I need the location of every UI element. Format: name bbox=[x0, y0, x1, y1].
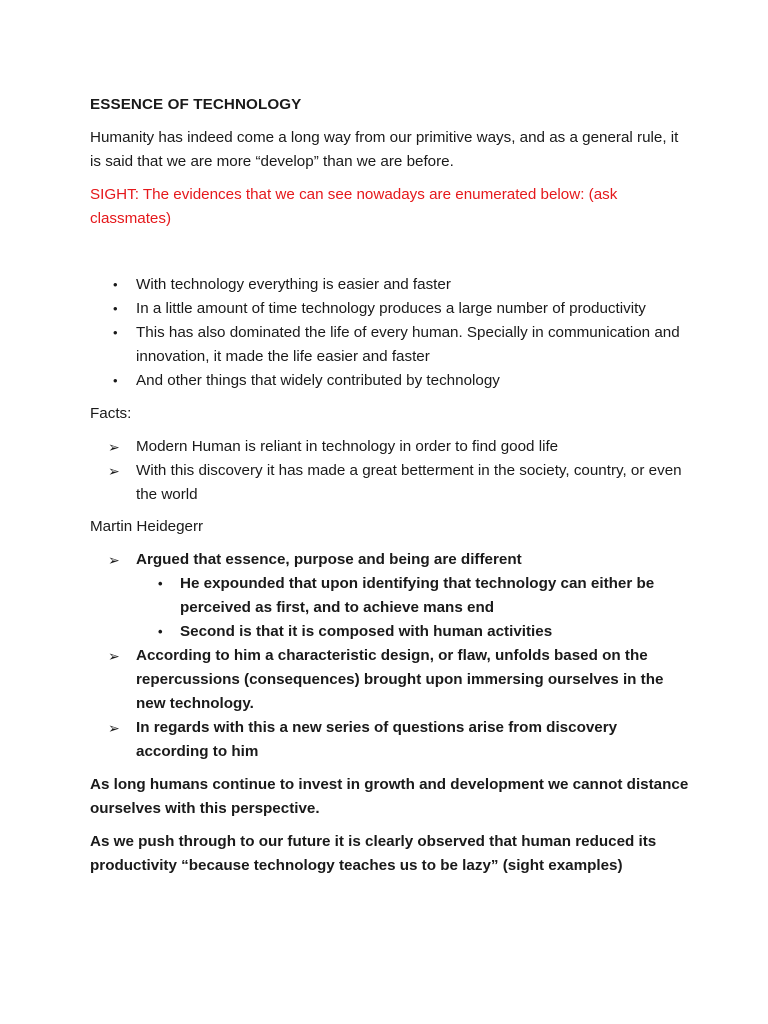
arrow-bullet-icon: ➢ bbox=[108, 463, 120, 479]
heidegger-points-list bbox=[90, 548, 690, 764]
evidence-bullet-text: With technology everything is easier and faster bbox=[136, 276, 451, 293]
arrow-bullet-icon: ➢ bbox=[108, 720, 120, 736]
document-title: ESSENCE OF TECHNOLOGY bbox=[90, 96, 302, 113]
bullet-icon: • bbox=[113, 325, 118, 340]
document-body bbox=[90, 93, 690, 887]
fact-item bbox=[90, 459, 690, 507]
facts-list bbox=[90, 435, 690, 507]
bullet-icon: • bbox=[158, 576, 163, 591]
heidegger-point-item bbox=[90, 716, 690, 764]
arrow-bullet-icon: ➢ bbox=[108, 439, 120, 455]
evidence-bullet-text: In a little amount of time technology produces a large number of productivity bbox=[136, 300, 646, 317]
evidence-bullet-list bbox=[90, 273, 690, 393]
evidence-bullet-text: This has also dominated the life of every human. Specially in communication and innovation, it made the life easier and faster bbox=[136, 324, 680, 365]
heidegger-point-text: In regards with this a new series of questions arise from discovery according to him bbox=[136, 719, 618, 760]
heidegger-sub-item bbox=[158, 620, 690, 644]
heidegger-sub-list bbox=[136, 572, 690, 644]
bullet-icon: • bbox=[113, 373, 118, 388]
bullet-icon: • bbox=[113, 277, 118, 292]
heidegger-sub-text: He expounded that upon identifying that technology can either be perceived as first, and to achieve mans end bbox=[180, 575, 655, 616]
fact-text: Modern Human is reliant in technology in order to find good life bbox=[136, 438, 559, 455]
evidence-bullet-item bbox=[90, 369, 690, 393]
intro-paragraph: Humanity has indeed come a long way from our primitive ways, and as a general rule, it is said that we are more “develop” than we are before. bbox=[90, 129, 679, 170]
arrow-bullet-icon: ➢ bbox=[108, 648, 120, 664]
heidegger-sub-text: Second is that it is composed with human activities bbox=[180, 623, 553, 640]
fact-item bbox=[90, 435, 690, 459]
fact-text: With this discovery it has made a great betterment in the society, country, or even the world bbox=[136, 462, 682, 503]
arrow-bullet-icon: ➢ bbox=[108, 552, 120, 568]
conclusion-paragraph-1: As long humans continue to invest in growth and development we cannot distance ourselves with this perspective. bbox=[90, 776, 689, 817]
heidegger-sub-item bbox=[158, 572, 690, 620]
bullet-icon: • bbox=[113, 301, 118, 316]
conclusion-paragraph-2: As we push through to our future it is clearly observed that human reduced its productivity “because technology teaches us to be lazy” (sight examples) bbox=[90, 833, 657, 874]
heidegger-point-text: According to him a characteristic design, or flaw, unfolds based on the repercussions (consequences) brought upon immersing ourselves in the new technology. bbox=[136, 647, 664, 712]
evidence-bullet-item bbox=[90, 273, 690, 297]
facts-heading: Facts: bbox=[90, 405, 132, 422]
heidegger-point-item bbox=[90, 548, 690, 644]
evidence-bullet-item bbox=[90, 321, 690, 369]
evidence-bullet-item bbox=[90, 297, 690, 321]
heidegger-point-text: Argued that essence, purpose and being are different bbox=[136, 551, 522, 568]
heidegger-point-item bbox=[90, 644, 690, 716]
bullet-icon: • bbox=[158, 624, 163, 639]
sight-paragraph: SIGHT: The evidences that we can see nowadays are enumerated below: (ask classmates) bbox=[90, 186, 618, 227]
heidegger-heading: Martin Heidegerr bbox=[90, 518, 204, 535]
evidence-bullet-text: And other things that widely contributed by technology bbox=[136, 372, 500, 389]
